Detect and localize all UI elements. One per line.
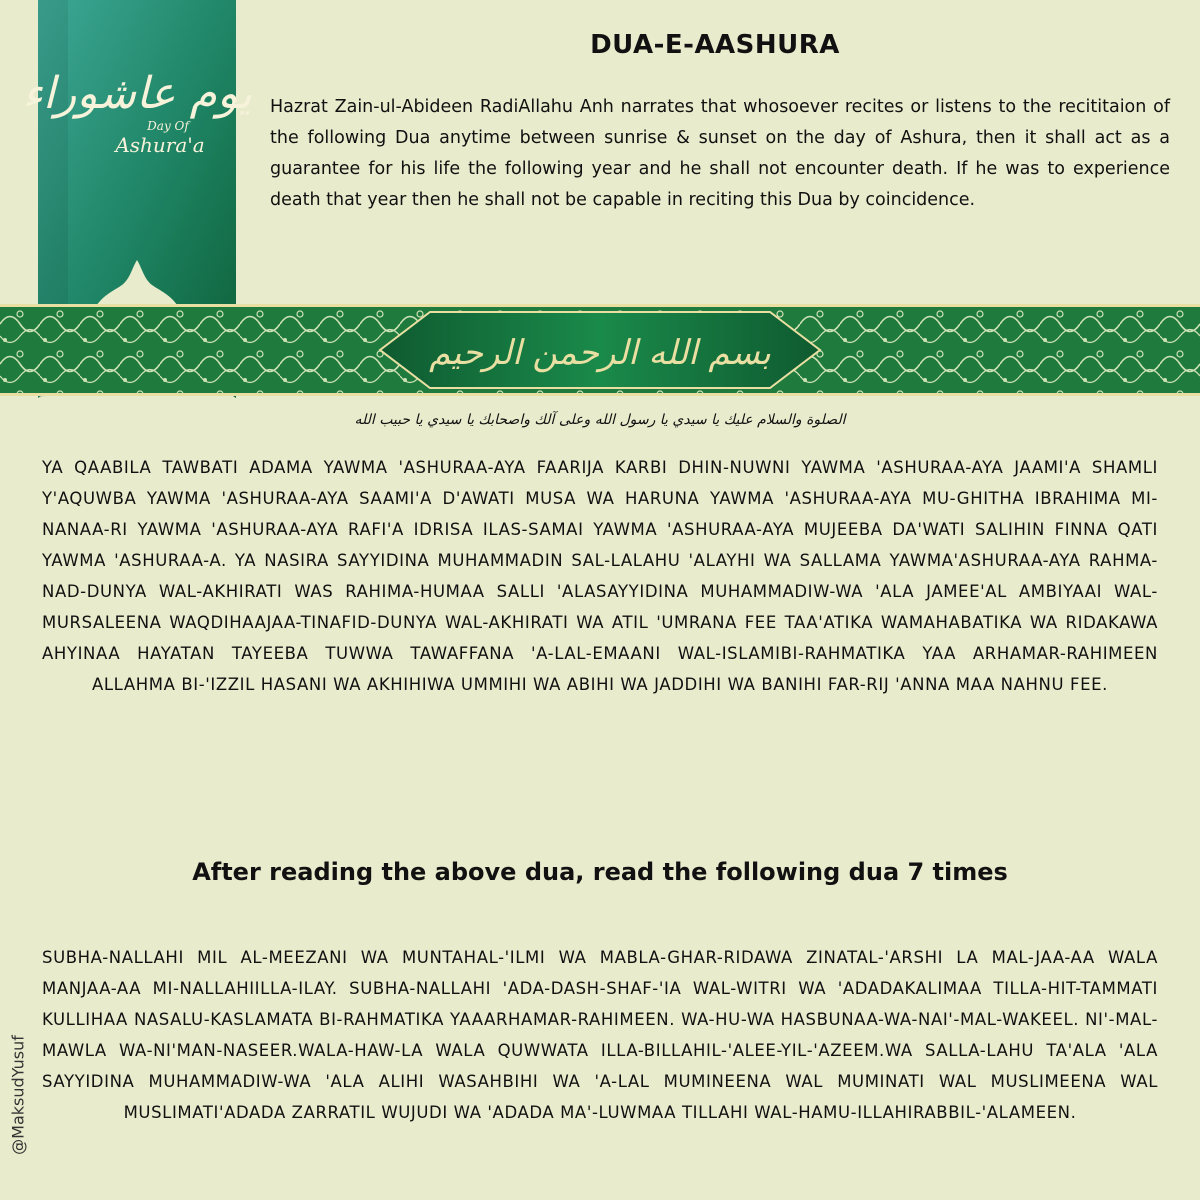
dua-seven-times-text: SUBHA-NALLAHI MIL AL-MEEZANI WA MUNTAHAL-'ILMI WA MABLA-GHAR-RIDAWA ZINATAL-'ARSHI LA MAL-JAA-AA WALA MANJAA-AA MI-NALLAHIILLA-ILAY. SUBHA-NALLAHI 'ADA-DASH-SHAF-'IA WAL-WITRI WA 'ADADAKALIMAA TILLA-HIT-TAMMATI KULLIHAA NASALU-KASLAMATA BI-RAHMATIKA YAAARHAMAR-RAHIMEEN. WA-HU-WA HASBUNAA-WA-NAI'-MAL-WAKEEL. NI'-MAL-MAWLA WA-NI'MAN-NASEER.WALA-HAW-LA WALA QUWWATA ILLA-BILLAHIL-'ALEE-YIL-'AZEEM.WA SALLA-LAHU TA'ALA 'ALA SAYYIDINA MUHAMMADIW-WA 'ALA ALIHI WASAHBIHI WA 'A-LAL MUMINEENA WAL MUMINATI WAL MUSLIMEENA WAL MUSLIMATI'ADADA ZARRATIL WUJUDI WA 'ADADA MA'-LUWMAA TILLAHI WAL-HAMU-ILLAHIRABBIL-'ALAMEEN. [42, 948, 1158, 1122]
banner-day-of: Day Of [147, 119, 189, 133]
banner-ashura: Ashura'a [115, 133, 205, 157]
author-handle-text: @MaksudYusuf [8, 1035, 28, 1155]
intro-paragraph: Hazrat Zain-ul-Abideen RadiAllahu Anh narrates that whosoever recites or listens to the recititaion of the following Dua anytime between sunrise & sunset on the day of Ashura, then it shall act as a guarantee for his life the following year and he shall not encounter death. If he was to experience death that year then he shall not be capable in reciting this Dua by coincidence. [270, 97, 1170, 210]
salutation-text: الصلوة والسلام عليك يا سيدي يا رسول الله وعلى آلك واصحابك يا سيدي يا حبيب الله [354, 412, 846, 428]
dua-main-text: YA QAABILA TAWBATI ADAMA YAWMA 'ASHURAA-AYA FAARIJA KARBI DHIN-NUWNI YAWMA 'ASHURAA-AYA JAAMI'A SHAMLI Y'AQUWBA YAWMA 'ASHURAA-AYA SAAMI'A D'AWATI MUSA WA HARUNA YAWMA 'ASHURAA-AYA MU-GHITHA IBRAHIMA MI-NANAA-RI YAWMA 'ASHURAA-AYA RAFI'A IDRISA ILAS-SAMAI YAWMA 'ASHURAA-AYA MUJEEBA DA'WATI SALIHIN FINNA QATI YAWMA 'ASHURAA-A. YA NASIRA SAYYIDINA MUHAMMADIN SAL-LALAHU 'ALAYHI WA SALLAMA YAWMA'ASHURAA-AYA RAHMA-NAD-DUNYA WAL-AKHIRATI WAS RAHIMA-HUMAA SALLI 'ALASAYYIDINA MUHAMMADIW-WA 'ALA JAMEE'AL AMBIYAAI WAL-MURSALEENA WAQDIHAAJAA-TINAFID-DUNYA WAL-AKHIRATI WA ATIL 'UMRANA FEE TAA'ATIKA WAMAHABATIKA WA RIDAKAWA AHYINAA HAYATAN TAYEEBA TUWWA TAWAFFANA 'A-LAL-EMAANI WAL-ISLAMIBI-RAHMATIKA YAA ARHAMAR-RAHIMEEN ALLAHMA BI-'IZZIL HASANI WA AKHIHIWA UMMIHI WA ABIHI WA JADDIHI WA BANIHI FAR-RIJ 'ANNA MAA NAHNU FEE. [42, 458, 1158, 694]
salutation-calligraphy [354, 400, 846, 436]
ornament-graphic [0, 304, 1200, 396]
page-title: DUA-E-AASHURA [590, 30, 840, 60]
bismillah-text: بسم الله الرحمن الرحيم [429, 333, 771, 373]
bismillah-strip [0, 304, 1200, 396]
section-heading: After reading the above dua, read the following dua 7 times [192, 858, 1008, 886]
author-handle [6, 1010, 30, 1180]
banner-arabic: يوم عاشوراء [22, 68, 252, 119]
